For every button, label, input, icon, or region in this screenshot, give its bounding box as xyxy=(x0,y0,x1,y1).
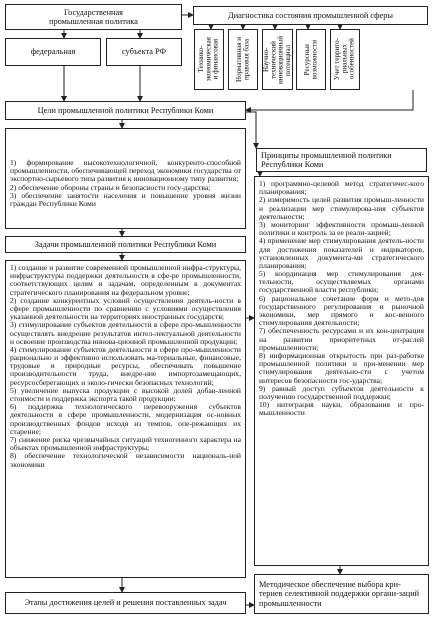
state-policy-label: Государственная промышленная политика xyxy=(49,7,138,26)
list-item: 2) измеримость целей развития промыш-ленности и реализации мер стимулирова-ния субъектов деятельности; xyxy=(259,195,424,221)
diag-col-legal xyxy=(228,29,258,90)
list-item: 1) создание и развитие современной промышленной инфра-структуры, инфраструктуры поддержки деятельности в сфе-ре промышленности, соответствующих целям и задачам, определенным в документах стратегического планирования на федеральном уровне; xyxy=(10,263,241,297)
diag-col-label: Учет террито- риальных особенностей xyxy=(332,38,356,81)
list-item: 7) снижение риска чрезвычайных ситуаций техногенного характера на объектах промышленной инфраструктуры; xyxy=(10,434,241,453)
principles-title-box xyxy=(256,148,427,172)
list-item: 7) обеспеченность ресурсами и их кон-центрация на развитии приоритетных от-раслей промышленности; xyxy=(259,326,424,352)
tasks-title: Задачи промышленной политики Республики Коми xyxy=(34,239,217,249)
list-item: 1) формирование высокотехнологичной, конкуренто-способной промышленности, обеспечивающей переход экономики государства от экспортно-сырьевого типа развития к инновационному типу развития; xyxy=(10,158,241,184)
list-item: 4) стимулирование субъектов деятельности в сфере про-мышленности рационально и эффективно использовать ма-териальные, финансовые, трудовые и природные ресурсы, обеспечивать повышение производительности труда, внедре-ние импортозамещающих, ресурсосберегающих и эколо-гически безопасных технологий; xyxy=(10,344,241,387)
goals-title: Цели промышленной политики Республики Коми xyxy=(37,105,214,115)
list-item: 1) программно-целевой метод стратегичес-кого планирования; xyxy=(259,179,424,197)
list-item: 3) мониторинг эффективности промыш-ленной политики и контроль за ее реали-зацией; xyxy=(259,219,424,238)
list-item: 3) обеспечение занятости населения и повышение уровня жизни граждан Республики Коми xyxy=(10,190,241,208)
diag-col-label: Технико- экономическая и финансовая xyxy=(196,37,220,82)
goals-title-box xyxy=(5,101,246,120)
diagnostics-label: Диагностика состояния промышленной сферы xyxy=(228,10,393,20)
list-item: 9) равный доступ субъектов деятельности к получению государственной поддержки; xyxy=(259,383,424,401)
goals-list xyxy=(5,128,246,229)
principles-title: Принципы промышленной политики Республики Коми xyxy=(261,150,392,169)
diag-col-territorial xyxy=(330,29,360,90)
list-item: 4) применение мер стимулирования деятель-ности для достижения показателей и индикаторов, установленных документа-ми стратегического планирования; xyxy=(259,236,424,270)
stages-label: Этапы достижения целей и решения поставленных задач xyxy=(24,598,227,608)
subject-box xyxy=(106,38,182,66)
diag-col-label: Ресурсные возможности xyxy=(302,39,318,80)
list-item: 2) обеспечение обороны страны и безопасности госу-дарства; xyxy=(10,182,211,192)
diag-col-label: Научно- технический инновационный потенциал xyxy=(261,35,292,84)
list-item: 6) рациональное сочетание форм и мето-дов государственного регулирования и рыночной экономики, мер прямого и кос-венного стимулирования деятельности; xyxy=(259,293,424,328)
methodical-label: Методическое обеспечение выбора кри-териев селективной поддержки органи-заций промышленности xyxy=(259,580,420,608)
diag-col-resources xyxy=(296,29,326,90)
diagnostics-box xyxy=(193,6,428,25)
list-item: 2) создание конкурентных условий осуществления деятель-ности в сфере промышленности по сравнению с условиями осуществления указанной деятельности на территориях иностранных государств; xyxy=(10,295,241,322)
methodical-box xyxy=(254,574,429,614)
list-item: 6) поддержка технологического перевооружения субъектов деятельности в сфере промышленности, модернизация ос-новных производственных фондов исходя из темпов, опе-режающих их старение; xyxy=(10,402,241,436)
list-item: 5) координация мер стимулирования дея-тельности, осуществляемых органами государственной власти республики; xyxy=(259,269,424,295)
principles-list xyxy=(254,176,429,566)
list-item: 3) стимулирование субъектов деятельности в сфере про-мышленности осуществлять внедрение результатов интел-лектуальной деятельности и освоение производства иннова-ционной промышленной продукции; xyxy=(10,320,241,346)
list-item: 5) увеличение выпуска продукции с высокой долей добав-ленной стоимости и поддержка экспорта такой продукции; xyxy=(10,385,241,403)
tasks-title-box xyxy=(5,236,246,253)
list-item: 8) обеспечение технологической независимости националь-ной экономики xyxy=(10,451,241,469)
stages-box xyxy=(5,592,246,614)
list-item: 10) интеграция науки, образования и про-мышленности xyxy=(259,400,424,418)
list-item: 8) информационная открытость при раз-работке промышленной политики и при-менении мер стимулирования деятельно-сти с учетом интересов безопасности гос-ударства; xyxy=(259,350,424,385)
tasks-list xyxy=(5,260,246,578)
federal-label: федеральная xyxy=(30,47,76,57)
diag-col-label: Нормативная и правовая база xyxy=(234,37,250,82)
state-policy-box xyxy=(5,4,182,30)
diag-col-technical-economic xyxy=(194,29,224,90)
diag-col-scientific xyxy=(262,29,293,90)
subject-label: субъекта РФ xyxy=(121,47,167,57)
federal-box xyxy=(5,38,101,66)
